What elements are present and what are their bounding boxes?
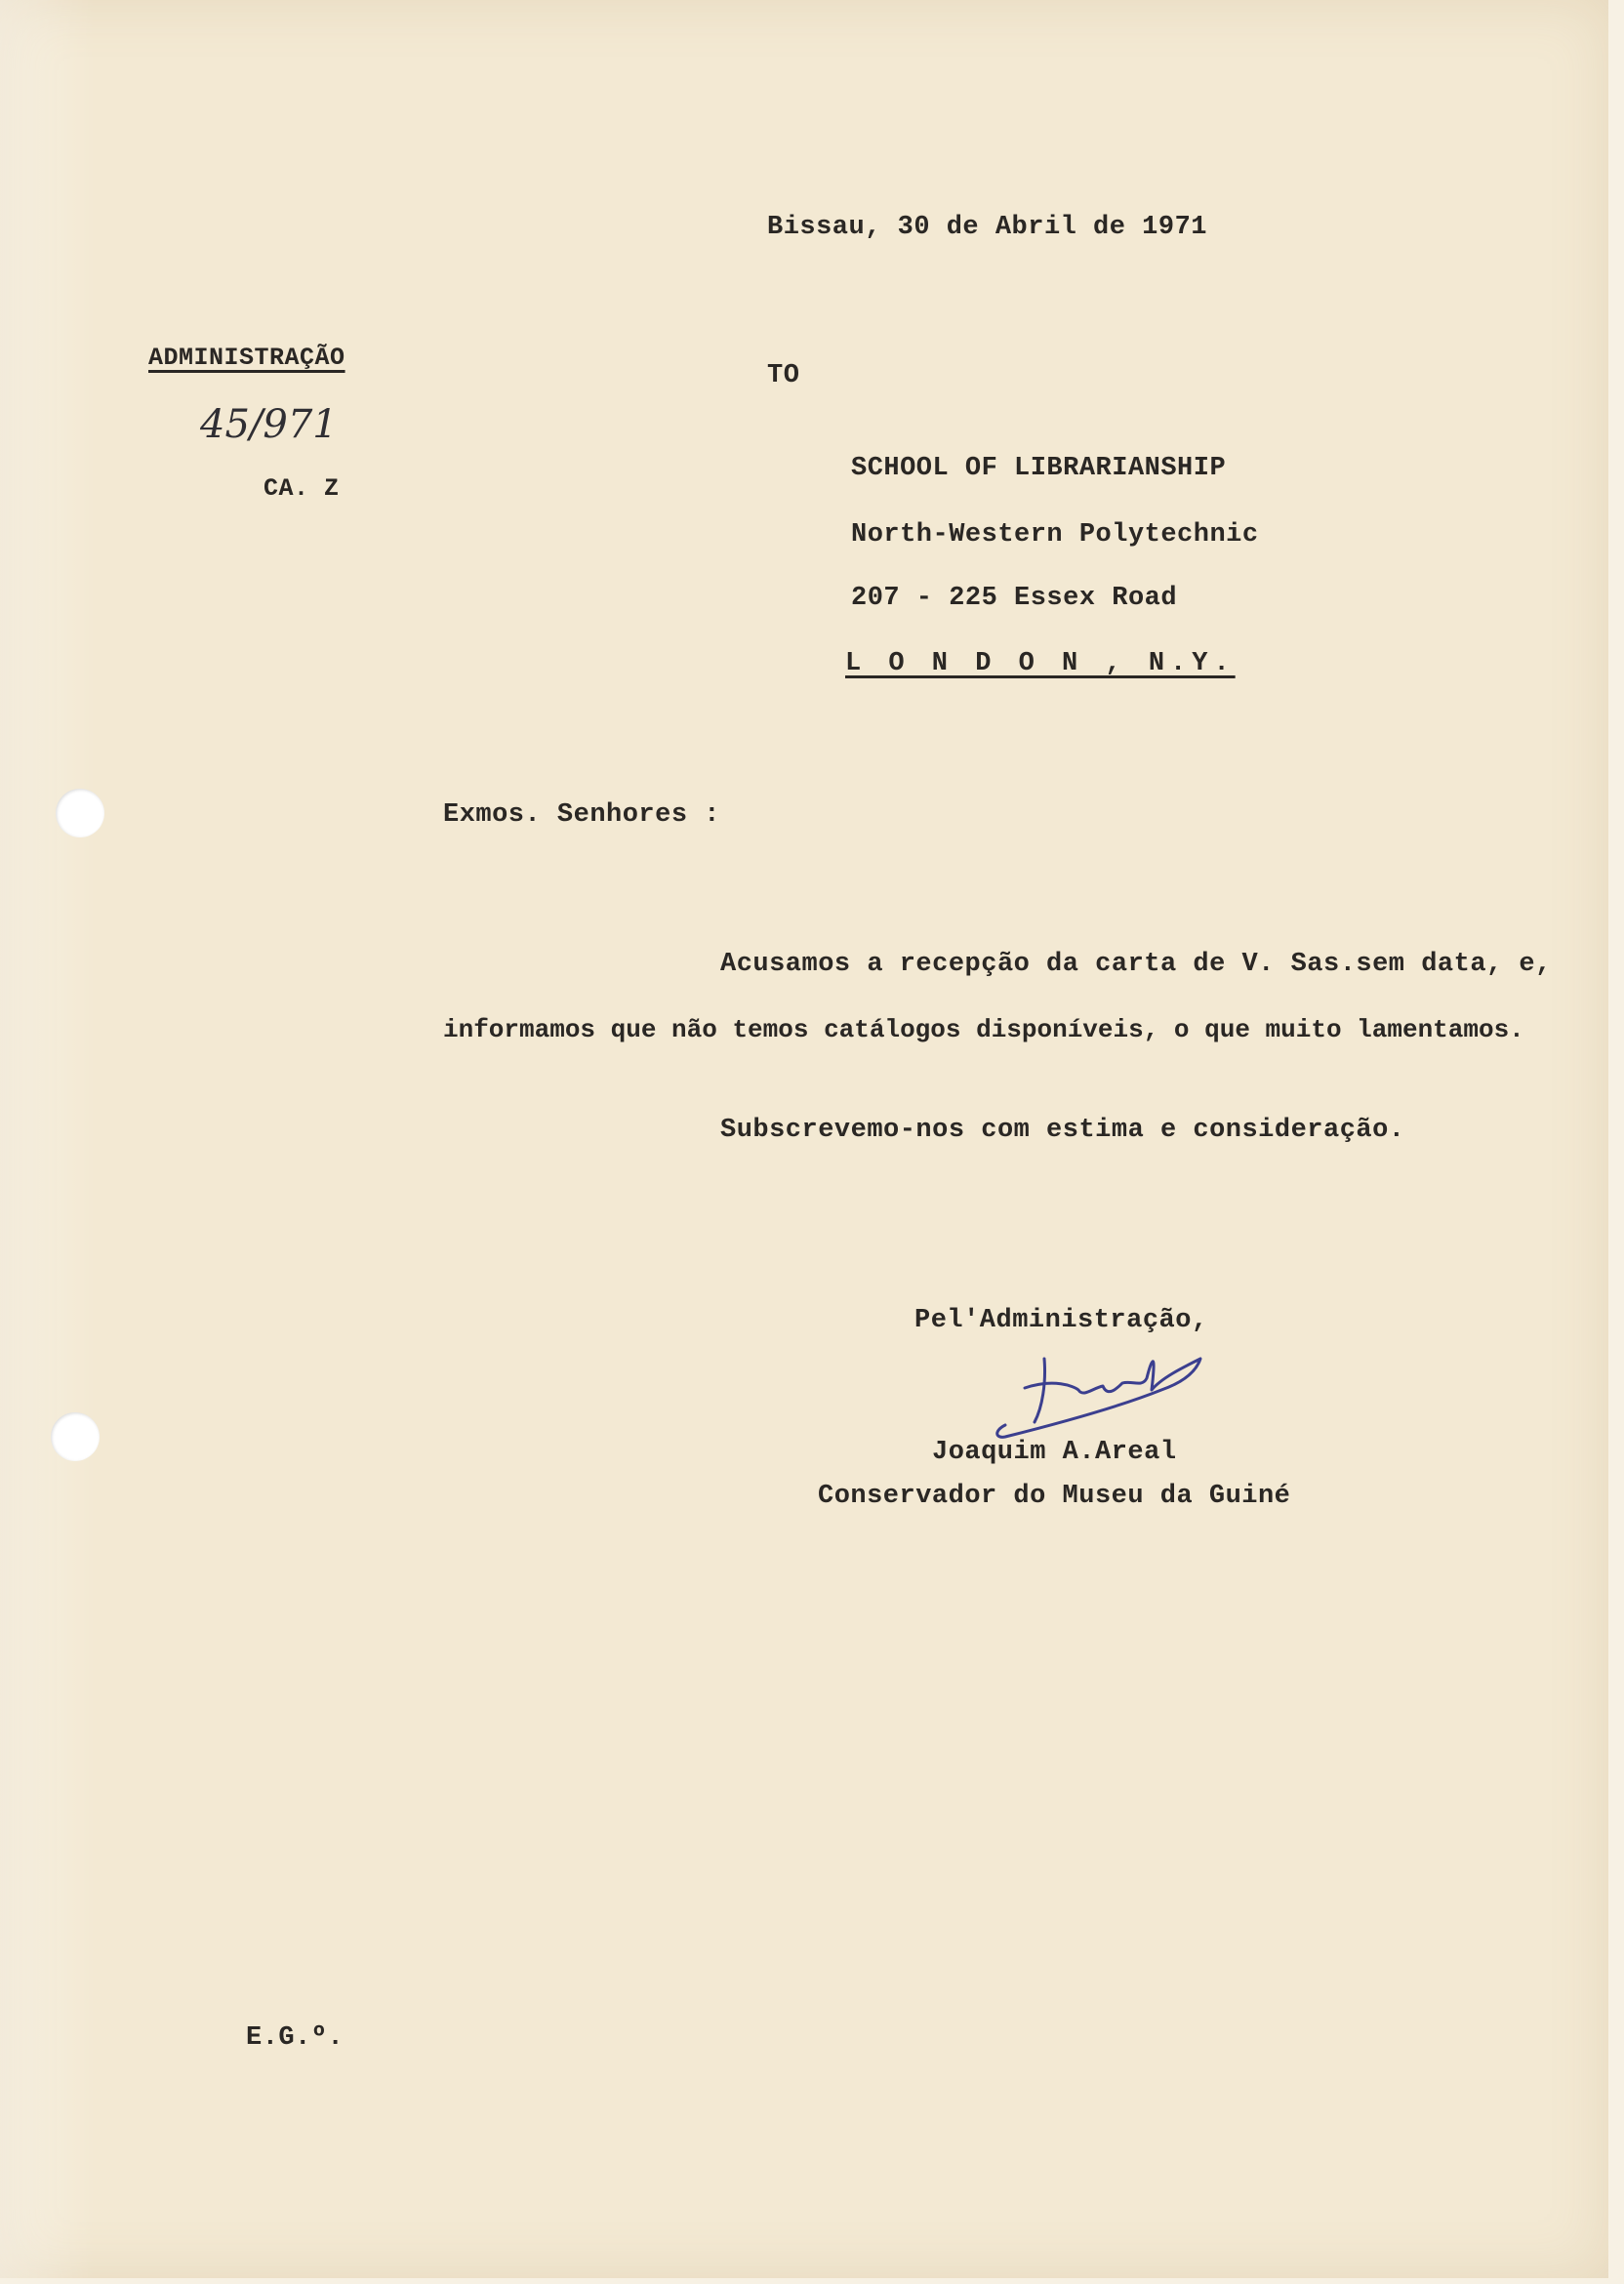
punch-hole-top bbox=[56, 789, 104, 837]
closing: Pel'Administração, bbox=[914, 1306, 1208, 1335]
body-line-2: informamos que não temos catálogos disponíveis, o que muito lamentamos. bbox=[443, 1015, 1524, 1044]
signer-title: Conservador do Museu da Guiné bbox=[818, 1482, 1291, 1511]
reference-number: 45/971 bbox=[200, 402, 338, 447]
recipient-line-3: 207 - 225 Essex Road bbox=[851, 584, 1178, 613]
paper-fold-shade bbox=[0, 0, 137, 2278]
reference-department: ADMINISTRAÇÃO bbox=[148, 344, 345, 372]
typist-initials: E.G.º. bbox=[246, 2023, 345, 2053]
reference-code: CA. Z bbox=[264, 474, 340, 503]
handwritten-signature bbox=[986, 1329, 1230, 1447]
recipient-city: L O N D O N , N.Y. bbox=[845, 649, 1236, 678]
punch-hole-bottom bbox=[51, 1412, 100, 1461]
signer-name: Joaquim A.Areal bbox=[932, 1438, 1177, 1467]
recipient-line-2: North-Western Polytechnic bbox=[851, 520, 1259, 550]
body-line-1: Acusamos a recepção da carta de V. Sas.sem data, e, bbox=[720, 950, 1552, 979]
salutation: Exmos. Senhores : bbox=[443, 800, 720, 830]
to-label: TO bbox=[767, 361, 800, 390]
date-line: Bissau, 30 de Abril de 1971 bbox=[767, 213, 1207, 242]
body-line-3: Subscrevemo-nos com estima e consideração. bbox=[720, 1116, 1405, 1145]
recipient-line-1: SCHOOL OF LIBRARIANSHIP bbox=[851, 454, 1227, 483]
